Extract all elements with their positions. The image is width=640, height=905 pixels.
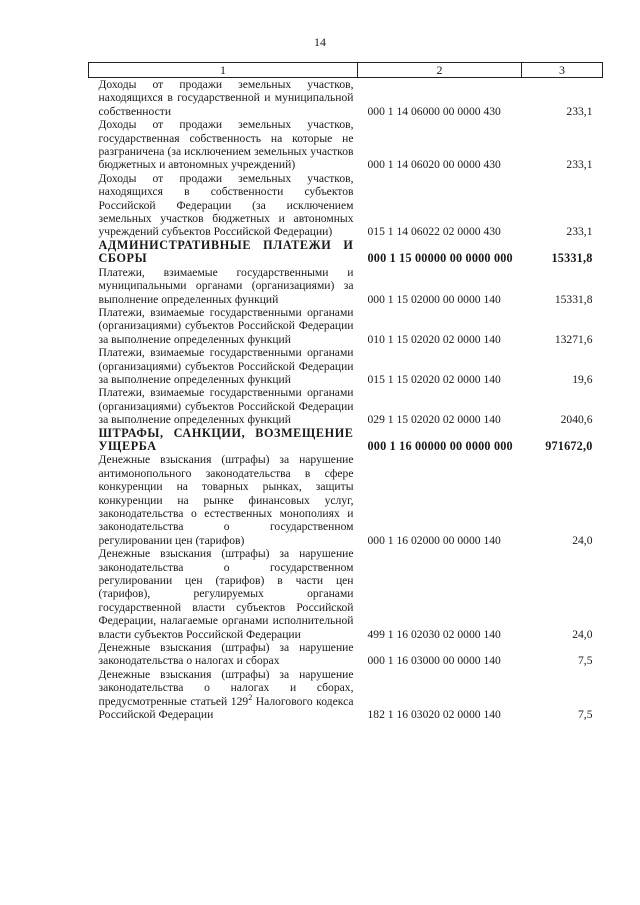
budget-code: 010 1 15 02020 02 0000 140 <box>367 332 501 346</box>
income-name: Доходы от продажи земельных участков, находящихся в собственности субъектов Российской Федерации (за исключением земельных участков бюджетных и автономных учреждений субъектов Российской Федерации) <box>98 171 354 239</box>
amount: 2040,6 <box>560 413 593 427</box>
budget-code: 000 1 14 06000 00 0000 430 <box>367 104 501 118</box>
income-name: Денежные взыскания (штрафы) за нарушение законодательства о налогах и сборах <box>98 641 354 668</box>
amount: 233,1 <box>566 104 593 118</box>
budget-code: 000 1 16 00000 00 0000 000 <box>367 438 513 453</box>
table-row <box>89 172 603 239</box>
budget-code: 000 1 15 00000 00 0000 000 <box>367 251 513 266</box>
budget-code: 029 1 15 02020 02 0000 140 <box>367 413 501 427</box>
table-row <box>89 386 603 426</box>
table-row <box>89 118 603 172</box>
revenue-table <box>88 62 603 722</box>
section-title: АДМИНИСТРАТИВНЫЕ ПЛАТЕЖИ И СБОРЫ <box>98 237 354 266</box>
income-name-tail: Налогового кодекса Российской Федерации <box>98 694 354 722</box>
income-name: Платежи, взимаемые государственными органами (организациями) субъектов Российской Федерации за выполнение определенных функций <box>98 386 354 427</box>
table-row <box>89 266 603 306</box>
amount: 24,0 <box>572 533 593 547</box>
amount: 971672,0 <box>545 438 593 453</box>
table-row <box>89 346 603 386</box>
table-row <box>89 547 603 641</box>
budget-code: 000 1 14 06020 00 0000 430 <box>367 158 501 172</box>
income-name: Денежные взыскания (штрафы) за нарушение законодательства о государственном регулировании цен (тарифов) в части цен (тарифов), регулируемых органами государственной власти субъектов Российской Федерации, налагаемые органами исполнительной власти субъектов Российской Федерации <box>98 547 354 641</box>
income-name: Платежи, взимаемые государственными органами (организациями) субъектов Российской Федерации за выполнение определенных функций <box>98 305 354 346</box>
income-name: Доходы от продажи земельных участков, находящихся в государственной и муниципальной собственности <box>98 78 354 118</box>
income-name-text: Денежные взыскания (штрафы) за нарушение законодательства о налогах и сборах, предусмотренные статьей 129 <box>98 667 354 708</box>
amount: 13271,6 <box>554 332 593 346</box>
amount: 7,5 <box>578 654 593 668</box>
budget-code: 015 1 14 06022 02 0000 430 <box>367 225 501 239</box>
amount: 233,1 <box>566 225 593 239</box>
income-name <box>89 668 358 722</box>
budget-code: 015 1 15 02020 02 0000 140 <box>367 372 501 386</box>
section-row <box>89 239 603 266</box>
budget-code: 000 1 16 02000 00 0000 140 <box>367 533 501 547</box>
column-number-2: 2 <box>358 63 522 78</box>
table-row <box>89 306 603 346</box>
column-number-header-row <box>89 63 603 78</box>
amount: 24,0 <box>572 627 593 641</box>
column-number-3: 3 <box>522 63 603 78</box>
budget-code: 499 1 16 02030 02 0000 140 <box>367 627 501 641</box>
amount: 233,1 <box>566 158 593 172</box>
budget-code: 000 1 15 02000 00 0000 140 <box>367 292 501 306</box>
section-row <box>89 427 603 454</box>
amount: 7,5 <box>578 708 593 722</box>
column-number-1: 1 <box>89 63 358 78</box>
page-number: 14 <box>314 35 326 49</box>
table-row <box>89 641 603 668</box>
table-row <box>89 78 603 119</box>
section-title: ШТРАФЫ, САНКЦИИ, ВОЗМЕЩЕНИЕ УЩЕРБА <box>98 425 354 453</box>
amount: 15331,8 <box>551 251 593 266</box>
amount: 19,6 <box>572 372 593 386</box>
budget-code: 182 1 16 03020 02 0000 140 <box>367 708 501 722</box>
amount: 15331,8 <box>554 292 593 306</box>
income-name: Денежные взыскания (штрафы) за нарушение антимонопольного законодательства в сфере конкуренции на товарных рынках, защиты конкуренции на рынке финансовых услуг, законодательства о естественных монополиях и законодательства о государственном регулировании цен (тарифов) <box>98 453 354 547</box>
table-row <box>89 453 603 547</box>
income-name: Платежи, взимаемые государственными органами (организациями) субъектов Российской Федерации за выполнение определенных функций <box>98 346 354 386</box>
income-name: Платежи, взимаемые государственными и муниципальными органами (организациями) за выполнение определенных функций <box>98 265 354 306</box>
income-name: Доходы от продажи земельных участков, государственная собственность на которые не разграничена (за исключением земельных участков бюджетных и автономных учреждений) <box>98 118 354 172</box>
budget-code: 000 1 16 03000 00 0000 140 <box>367 654 501 668</box>
article-superscript: 2 <box>248 692 253 702</box>
table-row <box>89 668 603 722</box>
